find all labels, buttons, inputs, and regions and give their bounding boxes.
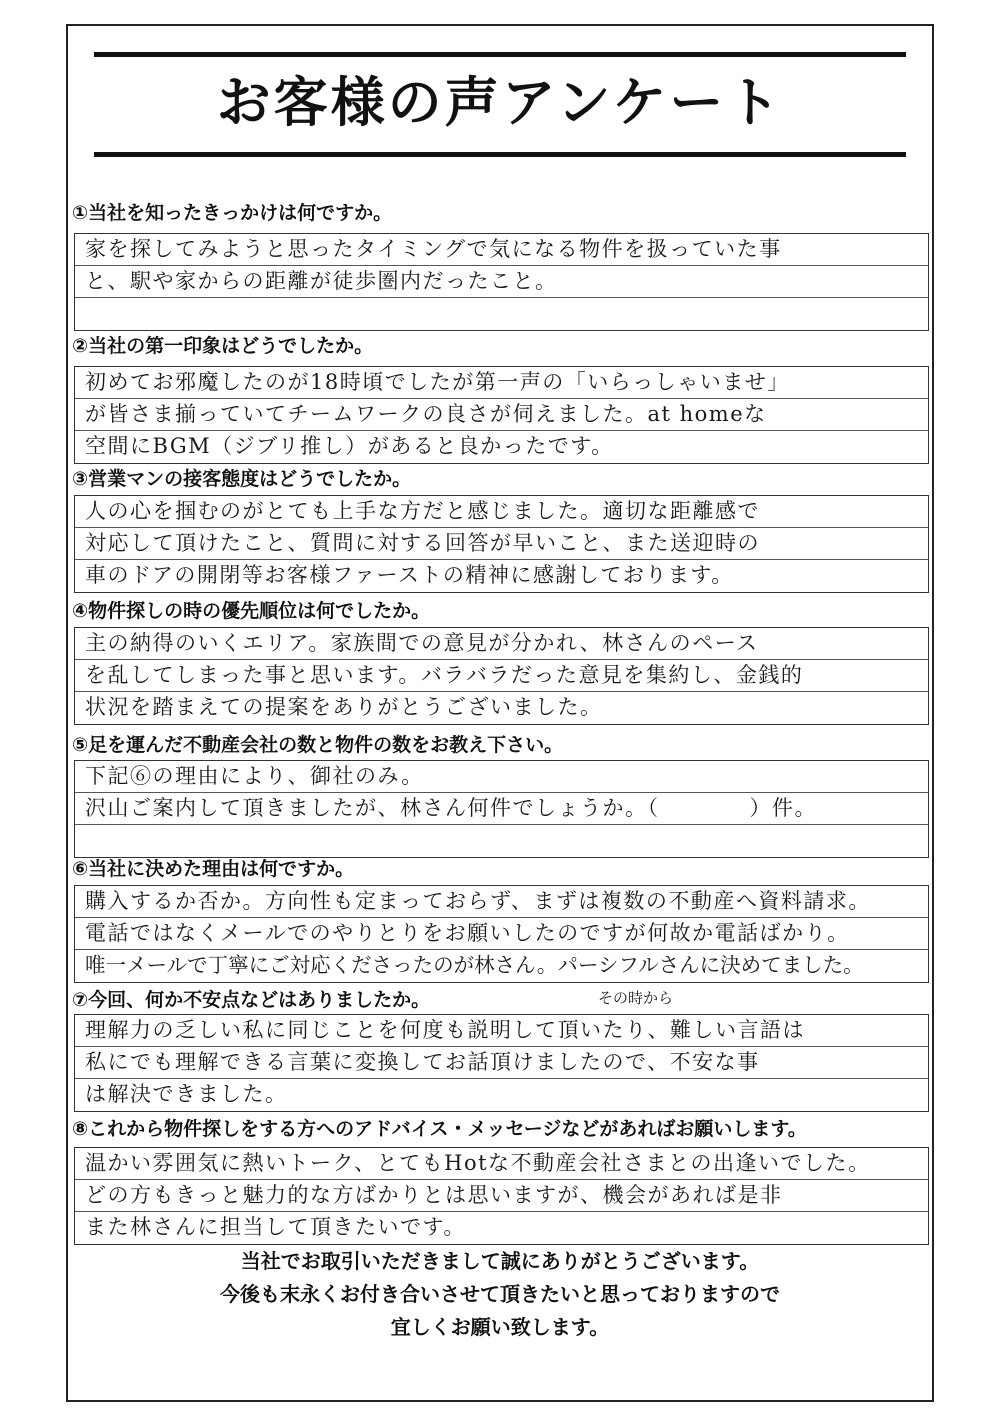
question-6: ⑥当社に決めた理由は何ですか。 <box>72 858 355 880</box>
answer-line: また林さんに担当して頂きたいです。 <box>85 1215 466 1239</box>
question-2: ②当社の第一印象はどうでしたか。 <box>72 335 374 357</box>
answer-line <box>75 298 928 330</box>
answer-line: を乱してしまった事と思います。バラバラだった意見を集約し、金銭的 <box>75 660 928 692</box>
answer-line: 購入するか否か。方向性も定まっておらず、まずは複数の不動産へ資料請求。 <box>75 886 928 918</box>
answer-box-8 <box>74 1147 929 1245</box>
answer-line: 家を探してみようと思ったタイミングで気になる物件を扱っていた事 <box>75 234 928 266</box>
answer-line: 人の心を掴むのがとても上手な方だと感じました。適切な距離感で <box>75 496 928 528</box>
question-7: ⑦今回、何か不安点などはありましたか。 <box>72 989 431 1011</box>
answer-line: 主の納得のいくエリア。家族間での意見が分かれ、林さんのペース <box>75 628 928 660</box>
answer-box-2 <box>74 366 929 464</box>
answer-line: 初めてお邪魔したのが18時頃でしたが第一声の「いらっしゃいませ」 <box>75 367 928 399</box>
answer-line: が皆さま揃っていてチームワークの良さが伺えました。at homeな <box>75 399 928 431</box>
answer-line: と、駅や家からの距離が徒歩圏内だったこと。 <box>75 266 928 298</box>
answer-line: 私にでも理解できる言葉に変換してお話頂けましたので、不安な事 <box>75 1047 928 1079</box>
question-5: ⑤足を運んだ不動産会社の数と物件の数をお教え下さい。 <box>72 734 564 756</box>
question-4: ④物件探しの時の優先順位は何でしたか。 <box>72 600 431 622</box>
answer-line: 車のドアの開閉等お客様ファーストの精神に感謝しております。 <box>85 563 734 587</box>
title-bottom-rule <box>94 152 906 157</box>
answer-box-3 <box>74 495 929 593</box>
answer-box-6 <box>74 885 929 983</box>
handwritten-note: その時から <box>598 989 674 1007</box>
answer-line: 対応して頂けたこと、質問に対する回答が早いこと、また送迎時の <box>75 528 928 560</box>
page-title: お客様の声アンケート <box>216 71 784 134</box>
answer-line: 唯一メールで丁寧にご対応くださったのが林さん。パーシフルさんに決めてました。 <box>85 953 864 977</box>
question-1: ①当社を知ったきっかけは何ですか。 <box>72 202 393 224</box>
answer-line: 沢山ご案内して頂きましたが、林さん何件でしょうか。（ ）件。 <box>75 793 928 825</box>
answer-line: 空間にBGM（ジブリ推し）があると良かったです。 <box>85 434 614 458</box>
title-top-rule <box>94 52 906 57</box>
answer-line: は解決できました。 <box>85 1082 288 1106</box>
answer-box-7 <box>74 1014 929 1112</box>
answer-line: どの方もきっと魅力的な方ばかりとは思いますが、機会があれば是非 <box>75 1180 928 1212</box>
answer-line: 電話ではなくメールでのやりとりをお願いしたのですが何故か電話ばかり。 <box>75 918 928 950</box>
question-3: ③営業マンの接客態度はどうでしたか。 <box>72 468 412 490</box>
answer-line: 下記⑥の理由により、御社のみ。 <box>75 761 928 793</box>
answer-line: 理解力の乏しい私に同じことを何度も説明して頂いたり、難しい言語は <box>75 1015 928 1047</box>
answer-box-5 <box>74 760 929 858</box>
answer-line: 状況を踏まえての提案をありがとうございました。 <box>85 695 603 719</box>
footer-line-2: 今後も末永くお付き合いさせて頂きたいと思っておりますので <box>220 1282 780 1306</box>
question-8: ⑧これから物件探しをする方へのアドバイス・メッセージなどがあればお願いします。 <box>72 1118 807 1140</box>
answer-box-4 <box>74 627 929 725</box>
footer-line-1: 当社でお取引いただきまして誠にありがとうございます。 <box>240 1249 760 1273</box>
answer-line: 温かい雰囲気に熱いトーク、とてもHotな不動産会社さまとの出逢いでした。 <box>75 1148 928 1180</box>
answer-box-1 <box>74 233 929 331</box>
answer-line <box>75 825 928 857</box>
footer-line-3: 宜しくお願い致します。 <box>390 1315 610 1339</box>
